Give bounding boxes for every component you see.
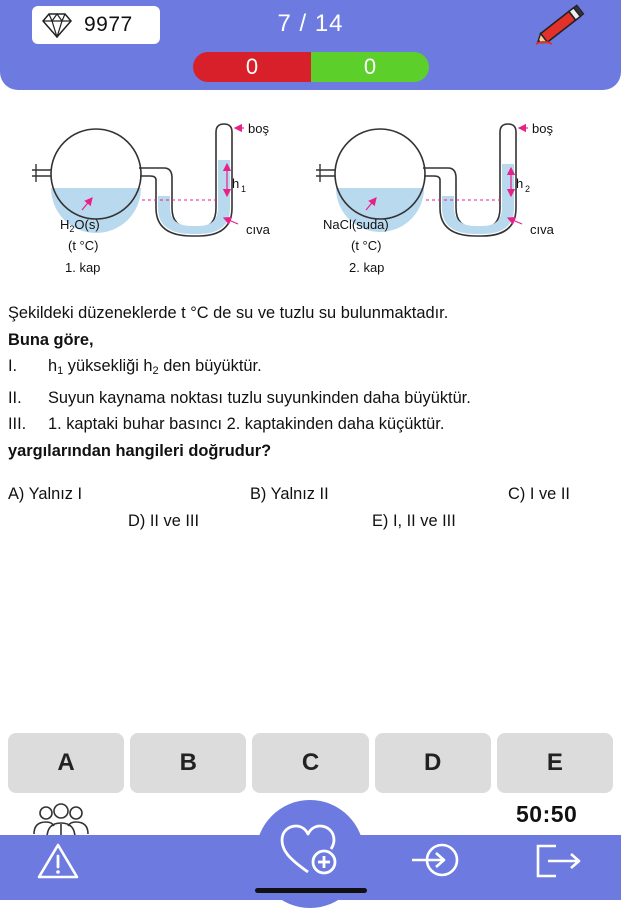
question-intro: Şekildeki düzeneklerde t °C de su ve tuzlu su bulunmaktadır.: [8, 304, 449, 322]
users-group-icon[interactable]: [30, 800, 92, 840]
statement-1: [8, 353, 618, 385]
statement-3-text: 1. kaptaki buhar basıncı 2. kaptakinden daha küçüktür.: [48, 415, 445, 433]
answer-a-button[interactable]: A: [8, 733, 124, 793]
statement-1-number: I.: [8, 357, 18, 375]
h2-label: h: [516, 176, 524, 191]
liquid-label-left-b: O(s): [74, 217, 100, 232]
question-progress: 7 / 14: [277, 10, 344, 37]
answer-e-button[interactable]: E: [497, 733, 613, 793]
mercury-label-right: cıva: [530, 222, 554, 237]
mercury-label-left: cıva: [246, 222, 270, 237]
apparatus-left: [32, 121, 271, 275]
liquid-label-right: NaCl(suda): [323, 217, 389, 232]
answer-b-button[interactable]: B: [130, 733, 246, 793]
option-b: B) Yalnız II: [250, 485, 329, 503]
option-c: C) I ve II: [508, 485, 570, 503]
timer: 50:50: [516, 801, 578, 827]
vessel-label-right: 2. kap: [349, 260, 385, 275]
home-indicator: [255, 888, 367, 893]
top-header: [0, 0, 621, 90]
login-icon[interactable]: [408, 842, 464, 878]
answer-c-button[interactable]: C: [252, 733, 368, 793]
option-e: E) I, II ve III: [372, 512, 456, 530]
exit-icon[interactable]: [534, 842, 584, 880]
pencil-icon[interactable]: [532, 4, 588, 48]
h2-label-sub: 2: [525, 184, 531, 194]
warning-icon[interactable]: [36, 842, 80, 880]
liquid-label-left-sub: 2: [69, 224, 75, 234]
question-text: [8, 300, 618, 464]
svg-text:H2O(s): [60, 217, 100, 234]
statement-2-number: II.: [8, 388, 22, 407]
wrong-count: 0: [193, 52, 311, 82]
apparatus-right: [316, 121, 555, 275]
score-bar: [193, 52, 429, 82]
h1-label-sub: 1: [241, 184, 247, 194]
temp-label-left: (t °C): [68, 238, 99, 253]
question-lead: Buna göre,: [8, 330, 94, 349]
vessel-label-left: 1. kap: [65, 260, 101, 275]
empty-label-left: boş: [248, 121, 269, 136]
h1-label: h: [232, 176, 240, 191]
correct-count: 0: [311, 52, 429, 82]
statement-3-number: III.: [8, 415, 27, 433]
question-figure: [22, 112, 602, 284]
statement-3: [8, 411, 618, 438]
empty-label-right: boş: [532, 121, 553, 136]
statement-2: [8, 385, 618, 412]
statement-1-text: $h_1$ yüksekliği $h_2$ den büyüktür.: [48, 357, 262, 377]
temp-label-right: (t °C): [351, 238, 382, 253]
statement-2-text: Suyun kaynama noktası tuzlu suyunkinden daha büyüktür.: [48, 388, 471, 407]
question-ask: yargılarından hangileri doğrudur?: [8, 441, 272, 460]
option-d: D) II ve III: [128, 512, 200, 530]
answer-buttons: [8, 733, 613, 793]
gem-count: 9977: [84, 13, 133, 36]
heart-add-icon: [278, 822, 342, 878]
liquid-label-left-a: H: [60, 217, 70, 232]
option-a: A) Yalnız I: [8, 485, 83, 503]
answer-d-button[interactable]: D: [375, 733, 491, 793]
